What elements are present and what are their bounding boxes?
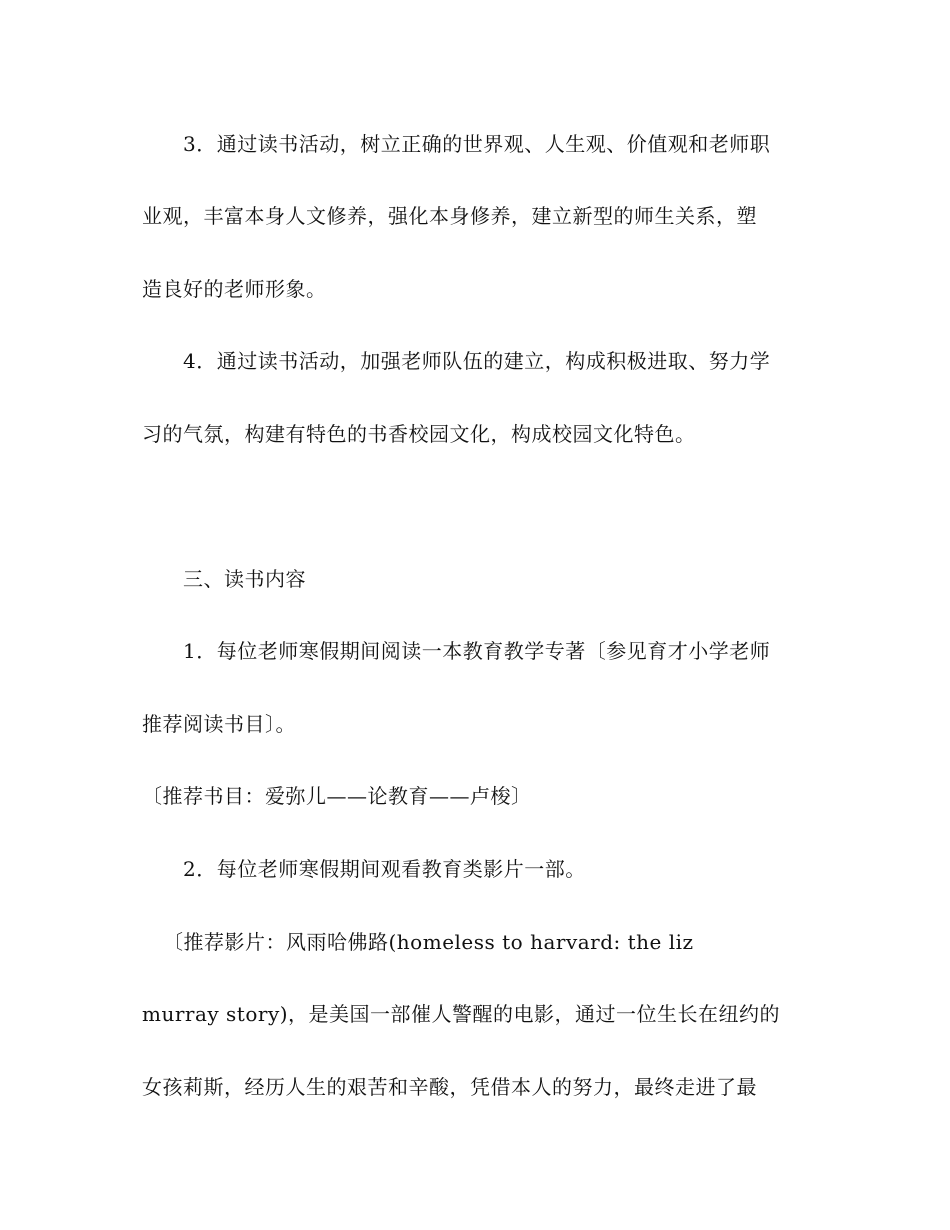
paragraph-3-line-3: 造良好的老师形象。 bbox=[142, 277, 327, 301]
item-2-line-1: 2．每位老师寒假期间观看教育类影片一部。 bbox=[183, 857, 586, 881]
item-1-line-2: 推荐阅读书目〕。 bbox=[142, 712, 296, 736]
movie-recommendation-line-2: murray story)，是美国一部催人警醒的电影，通过一位生长在纽约的 bbox=[142, 1002, 781, 1026]
item-1-line-1: 1．每位老师寒假期间阅读一本教育教学专著〔参见育才小学老师 bbox=[183, 639, 771, 663]
movie-recommendation-line-3: 女孩莉斯，经历人生的艰苦和辛酸，凭借本人的努力，最终走进了最 bbox=[142, 1075, 757, 1099]
paragraph-3-line-1: 3．通过读书活动，树立正确的世界观、人生观、价值观和老师职 bbox=[183, 132, 771, 156]
paragraph-4-line-1: 4．通过读书活动，加强老师队伍的建立，构成积极进取、努力学 bbox=[183, 349, 771, 373]
movie-recommendation-line-1: 〔推荐影片：风雨哈佛路(homeless to harvard: the liz bbox=[163, 930, 694, 954]
book-recommendation: 〔推荐书目：爱弥儿——论教育——卢梭〕 bbox=[142, 784, 532, 808]
paragraph-4-line-2: 习的气氛，构建有特色的书香校园文化，构成校园文化特色。 bbox=[142, 422, 696, 446]
paragraph-3-line-2: 业观，丰富本身人文修养，强化本身修养，建立新型的师生关系，塑 bbox=[142, 204, 757, 228]
section-heading: 三、读书内容 bbox=[183, 567, 306, 591]
